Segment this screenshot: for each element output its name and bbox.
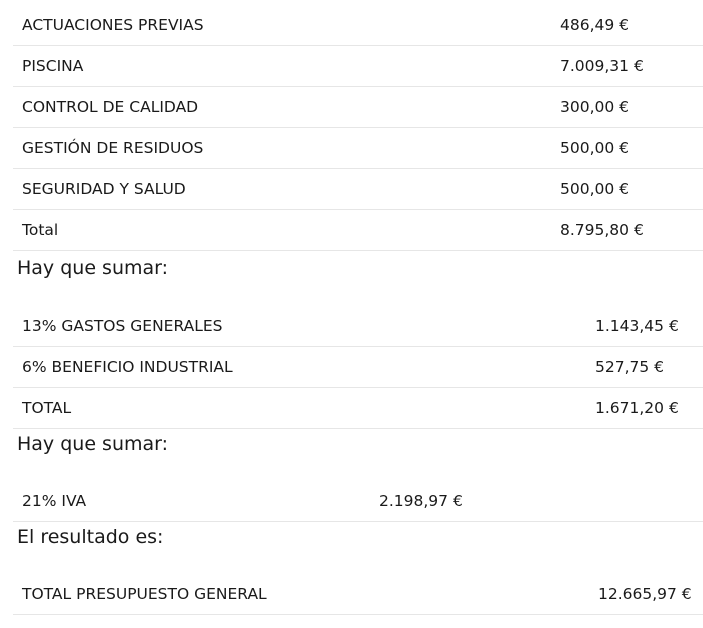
- tax-table: [13, 481, 703, 522]
- table-row: [13, 128, 703, 169]
- section-heading-add: Hay que sumar:: [17, 257, 169, 279]
- row-label: TOTAL PRESUPUESTO GENERAL: [22, 585, 267, 603]
- table-row: [13, 87, 703, 128]
- total-row: [13, 388, 703, 429]
- table-row: [13, 46, 703, 87]
- row-label: 6% BENEFICIO INDUSTRIAL: [22, 358, 233, 376]
- row-value: 1.143,45 €: [595, 317, 679, 335]
- row-label: Total: [22, 221, 59, 239]
- row-label: PISCINA: [22, 57, 84, 75]
- row-value: 1.671,20 €: [595, 399, 679, 417]
- row-label: 13% GASTOS GENERALES: [22, 317, 223, 335]
- row-value: 527,75 €: [595, 358, 665, 376]
- budget-items-table: [13, 5, 703, 251]
- row-label: 21% IVA: [22, 492, 87, 510]
- section-heading-result: El resultado es:: [17, 526, 164, 548]
- row-label: SEGURIDAD Y SALUD: [22, 180, 186, 198]
- row-value: 12.665,97 €: [598, 585, 692, 603]
- table-row: [13, 5, 703, 46]
- row-value: 500,00 €: [560, 139, 630, 157]
- table-row: [13, 481, 703, 522]
- table-row: [13, 306, 703, 347]
- row-label: GESTIÓN DE RESIDUOS: [22, 139, 204, 157]
- row-label: ACTUACIONES PREVIAS: [22, 16, 204, 34]
- total-row: [13, 210, 703, 251]
- row-label: CONTROL DE CALIDAD: [22, 98, 199, 116]
- overheads-table: [13, 306, 703, 429]
- grand-total-table: [13, 574, 703, 615]
- grand-total-row: [13, 574, 703, 615]
- row-value: 8.795,80 €: [560, 221, 644, 239]
- row-value: 500,00 €: [560, 180, 630, 198]
- row-label: TOTAL: [22, 399, 72, 417]
- section-heading-add: Hay que sumar:: [17, 433, 169, 455]
- row-value: 300,00 €: [560, 98, 630, 116]
- row-value: 2.198,97 €: [379, 492, 463, 510]
- table-row: [13, 347, 703, 388]
- row-value: 486,49 €: [560, 16, 630, 34]
- table-row: [13, 169, 703, 210]
- row-value: 7.009,31 €: [560, 57, 644, 75]
